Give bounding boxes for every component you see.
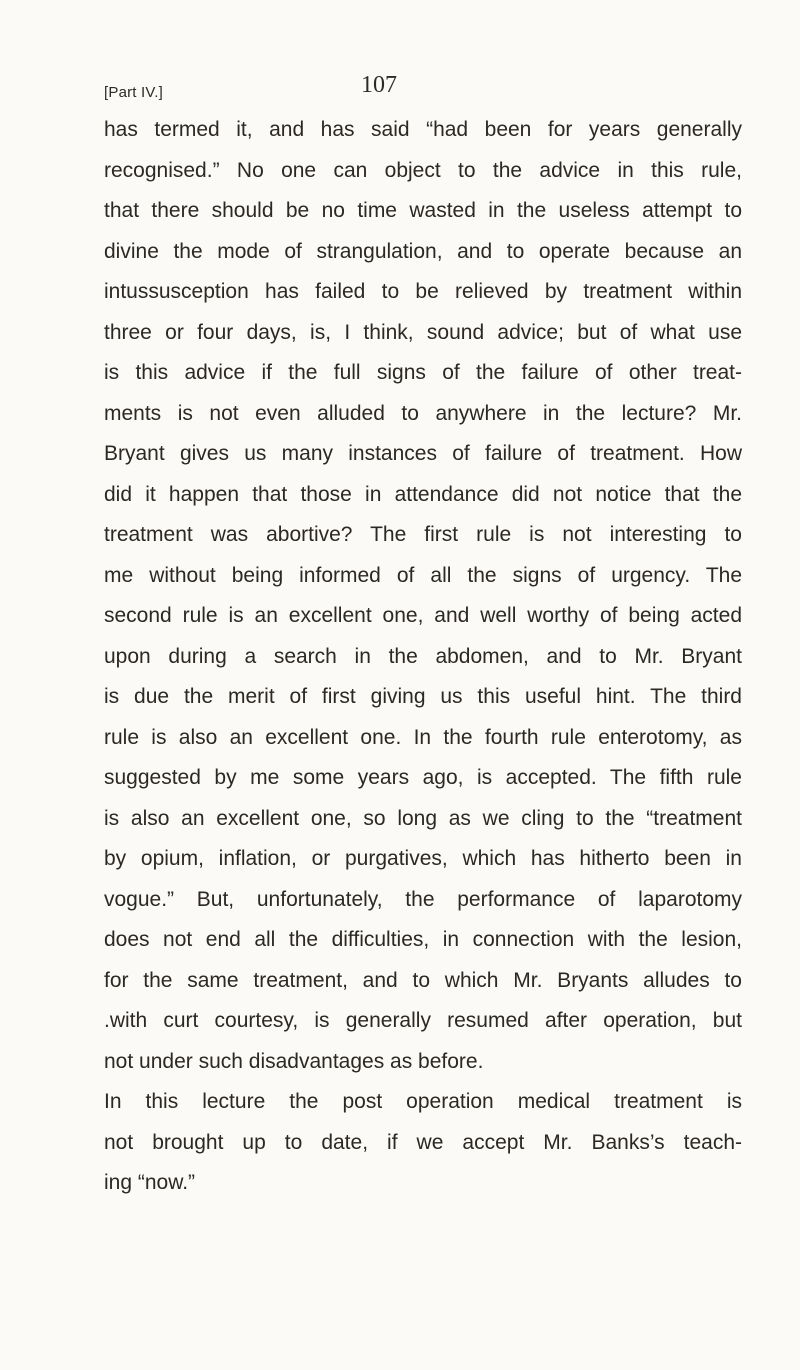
text-line: by opium, inflation, or purgatives, which has hitherto been in — [104, 847, 742, 870]
text-line: upon during a search in the abdomen, and to Mr. Bryant — [104, 644, 742, 668]
text-line: rule is also an excellent one. In the fourth rule enterotomy, as — [104, 725, 742, 749]
text-line: does not end all the difficulties, in connection with the lesion, — [104, 928, 742, 951]
text-line: divine the mode of strangulation, and to operate because an — [104, 239, 742, 263]
text-line: not brought up to date, if we accept Mr. Banks’s teach- — [104, 1130, 742, 1154]
text-line: is also an excellent one, so long as we cling to the “treatment — [104, 806, 742, 830]
text-line: second rule is an excellent one, and well worthy of being acted — [104, 604, 742, 627]
body-text — [104, 110, 742, 1204]
part-label: [Part IV.] — [104, 84, 163, 101]
text-line: ments is not even alluded to anywhere in the lecture? Mr. — [104, 401, 742, 425]
text-line: is due the merit of first giving us this useful hint. The third — [104, 685, 742, 708]
text-line: .with curt courtesy, is generally resumed after operation, but — [104, 1009, 742, 1032]
page-header — [104, 62, 704, 102]
text-line: intussusception has failed to be relieved by treatment within — [104, 280, 742, 303]
text-line: vogue.” But, unfortunately, the performance of laparotomy — [104, 887, 742, 911]
text-line: Bryant gives us many instances of failure of treatment. How — [104, 442, 742, 465]
text-line: suggested by me some years ago, is accepted. The fifth rule — [104, 766, 742, 789]
text-line: treatment was abortive? The first rule is not interesting to — [104, 523, 742, 546]
text-line: that there should be no time wasted in the useless attempt to — [104, 199, 742, 222]
text-line: is this advice if the full signs of the failure of other treat- — [104, 361, 742, 384]
text-line: not under such disadvantages as before. — [104, 1049, 484, 1073]
text-line: ing “now.” — [104, 1171, 196, 1194]
text-line: did it happen that those in attendance did not notice that the — [104, 482, 742, 506]
text-line: In this lecture the post operation medical treatment is — [104, 1090, 742, 1113]
text-line: for the same treatment, and to which Mr. Bryants alludes to — [104, 968, 742, 992]
page-number: 107 — [361, 72, 397, 98]
text-line: three or four days, is, I think, sound advice; but of what use — [104, 320, 742, 344]
text-line: has termed it, and has said “had been for years generally — [104, 118, 742, 141]
text-line: recognised.” No one can object to the advice in this rule, — [104, 158, 742, 182]
text-line: me without being informed of all the signs of urgency. The — [104, 563, 742, 587]
